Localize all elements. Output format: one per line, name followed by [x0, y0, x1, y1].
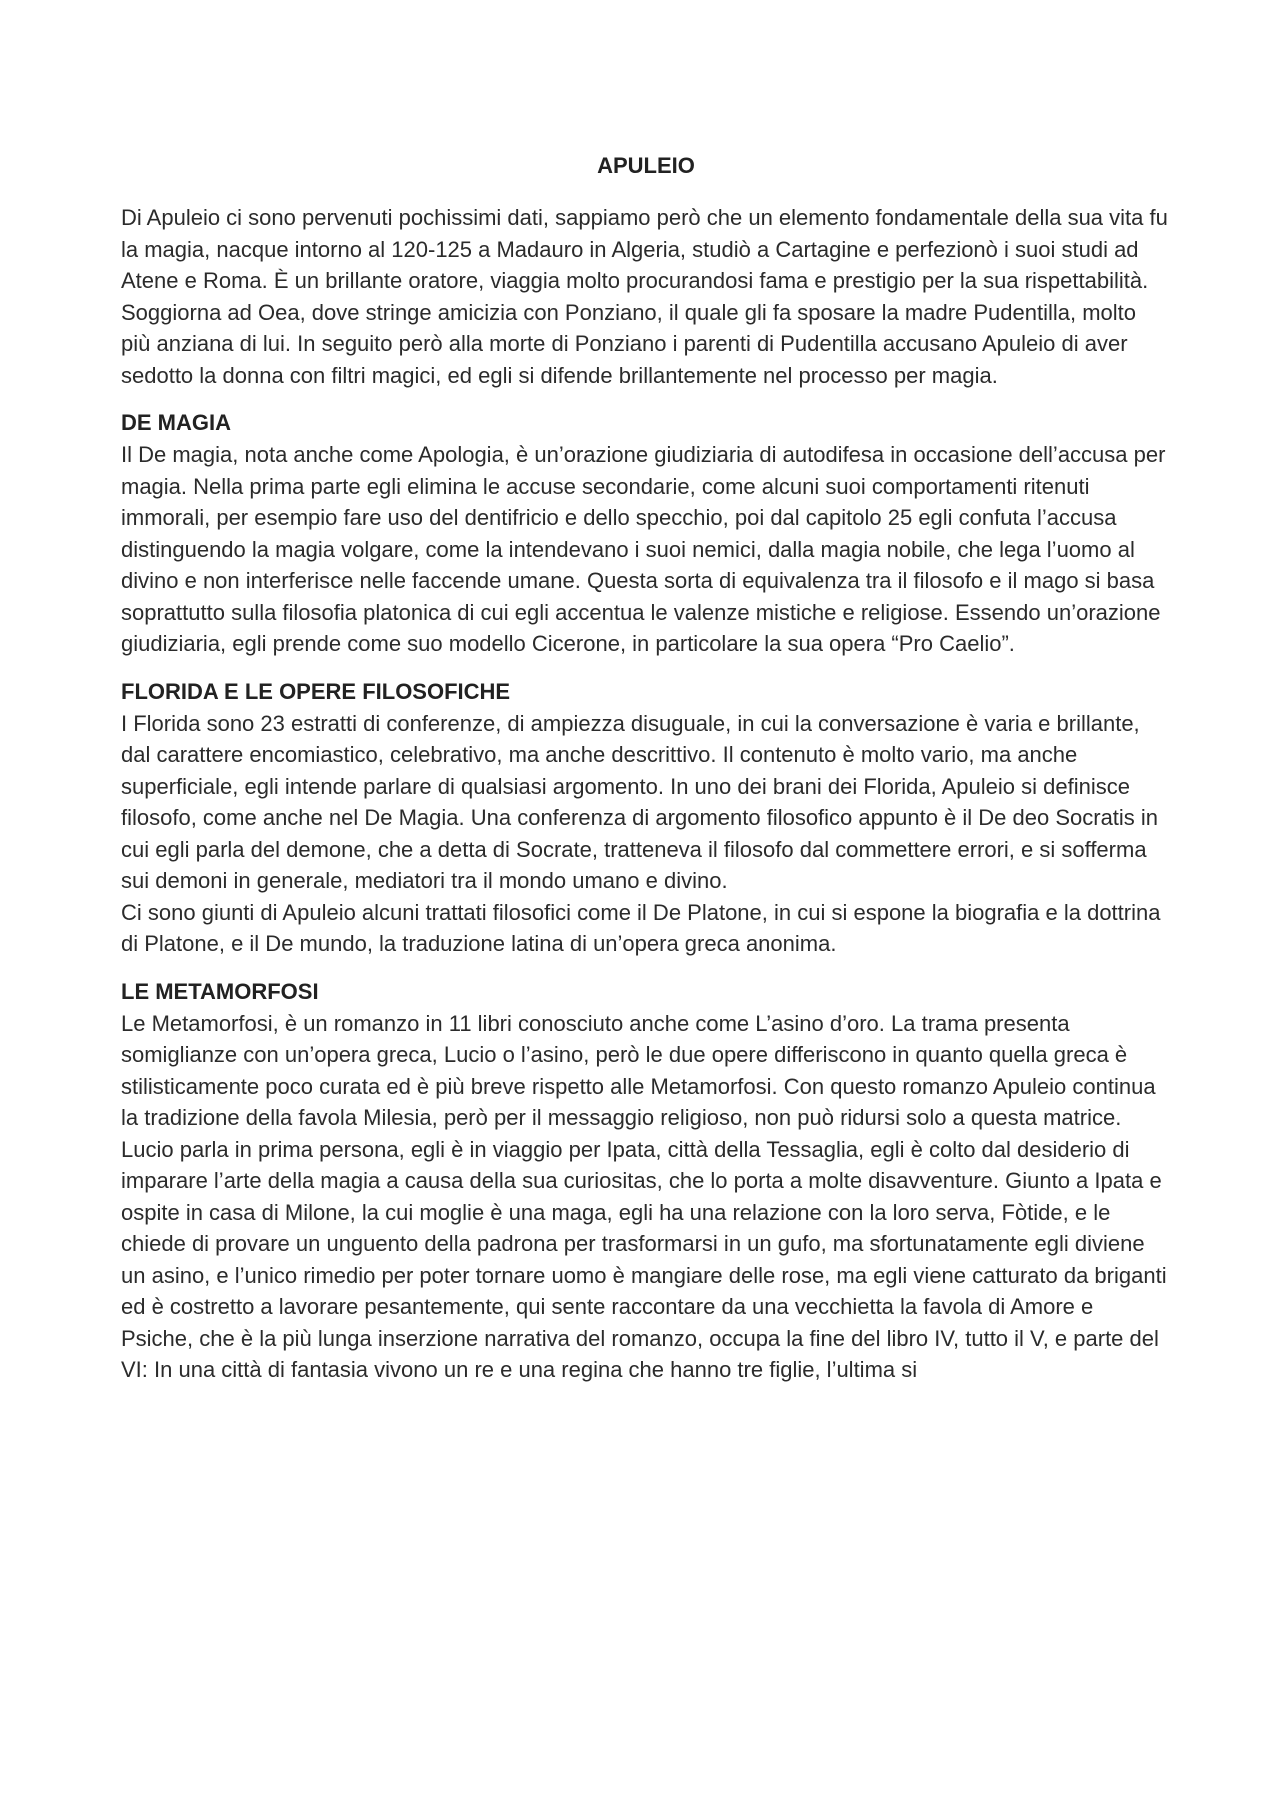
document-title: APULEIO — [597, 153, 695, 178]
intro-section — [121, 202, 1171, 391]
section-de-magia — [121, 407, 1171, 660]
intro-paragraph: Di Apuleio ci sono pervenuti pochissimi dati, sappiamo però che un elemento fondamentale della sua vita fu la magia, nacque intorno al 120-125 a Madauro in Algeria, studiò a Cartagine e perfezionò i suoi studi ad Atene e Roma. È un brillante oratore, viaggia molto procurandosi fama e prestigio per la sua rispettabilità. Soggiorna ad Oea, dove stringe amicizia con Ponziano, il quale gli fa sposare la madre Pudentilla, molto più anziana di lui. In seguito però alla morte di Ponziano i parenti di Pudentilla accusano Apuleio di aver sedotto la donna con filtri magici, ed egli si difende brillantemente nel processo per magia. — [121, 205, 1168, 388]
section-metamorfosi — [121, 976, 1171, 1386]
section-heading: LE METAMORFOSI — [121, 978, 319, 1004]
section-florida — [121, 676, 1171, 960]
section-heading: DE MAGIA — [121, 410, 231, 435]
document-page — [121, 150, 1171, 1402]
section-heading: FLORIDA E LE OPERE FILOSOFICHE — [121, 678, 511, 704]
section-paragraph: Il De magia, nota anche come Apologia, è un’orazione giudiziaria di autodifesa in occasione dell’accusa per magia. Nella prima parte egli elimina le accuse secondarie, come alcuni suoi comportamenti ritenuti immorali, per esempio fare uso del dentifricio e dello specchio, poi dal capitolo 25 egli confuta l’accusa distinguendo la magia volgare, come la intendevano i suoi nemici, dalla magia nobile, che lega l’uomo al divino e non interferisce nelle faccende umane. Questa sorta di equivalenza tra il filosofo e il mago si basa soprattutto sulla filosofia platonica di cui egli accentua le valenze mistiche e religiose. Essendo un’orazione giudiziaria, egli prende come suo modello Cicerone, in particolare la sua opera “Pro Caelio”. — [121, 442, 1166, 656]
section-paragraph: Le Metamorfosi, è un romanzo in 11 libri conosciuto anche come L’asino d’oro. La trama presenta somiglianze con un’opera greca, Lucio o l’asino, però le due opere differiscono in quanto quella greca è stilisticamente poco curata ed è più breve rispetto alle Metamorfosi. Con questo romanzo Apuleio continua la tradizione della favola Milesia, però per il messaggio religioso, non può ridursi solo a questa matrice. Lucio parla in prima persona, egli è in viaggio per Ipata, città della Tessaglia, egli è colto dal desiderio di imparare l’arte della magia a causa della sua curiositas, che lo porta a molte disavventure. Giunto a Ipata e ospite in casa di Milone, la cui moglie è una maga, egli ha una relazione con la loro serva, Fòtide, e le chiede di provare un unguento della padrona per trasformarsi in un gufo, ma sfortunatamente egli diviene un asino, e l’unico rimedio per poter tornare uomo è mangiare delle rose, ma egli viene catturato da briganti ed è costretto a lavorare pesantemente, qui sente raccontare da una vecchietta la favola di Amore e Psiche, che è la più lunga inserzione narrativa del romanzo, occupa la fine del libro IV, tutto il V, e parte del VI: In una città di fantasia vivono un re e una regina che hanno tre figlie, l’ultima si — [121, 1010, 1167, 1382]
section-paragraph: Ci sono giunti di Apuleio alcuni trattati filosofici come il De Platone, in cui si espone la biografia e la dottrina di Platone, e il De mundo, la traduzione latina di un’opera greca anonima. — [121, 899, 1161, 956]
section-paragraph: I Florida sono 23 estratti di conferenze, di ampiezza disuguale, in cui la conversazione è varia e brillante, dal carattere encomiastico, celebrativo, ma anche descrittivo. Il contenuto è molto vario, ma anche superficiale, egli intende parlare di qualsiasi argomento. In uno dei brani dei Florida, Apuleio si definisce filosofo, come anche nel De Magia. Una conferenza di argomento filosofico appunto è il De deo Socratis in cui egli parla del demone, che a detta di Socrate, tratteneva il filosofo dal commettere errori, e si sofferma sui demoni in generale, mediatori tra il mondo umano e divino. — [121, 710, 1159, 893]
